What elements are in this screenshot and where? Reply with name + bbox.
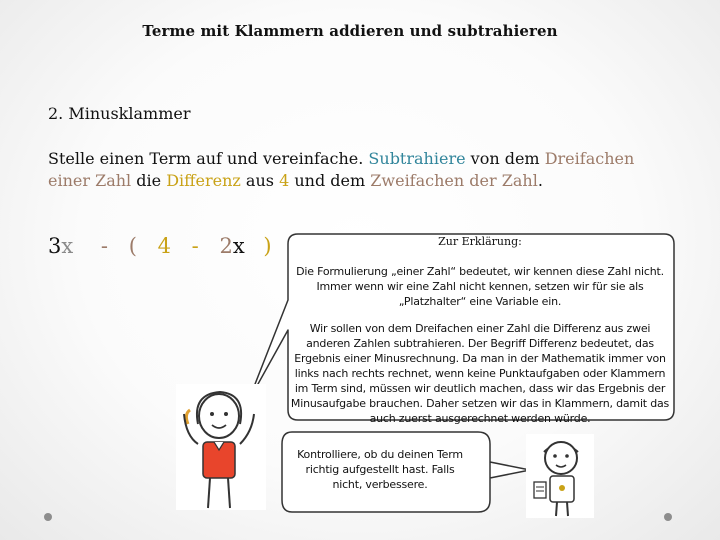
term-inner-minus: - <box>191 234 199 258</box>
task-period: . <box>537 171 543 190</box>
explanation-paragraph-1: Die Formulierung „einer Zahl“ bedeutet, wir kennen diese Zahl nicht. Immer wenn wir eine Zahl nicht kennen, setzen wir für sie als „Platzhalter“ eine Variable ein. <box>296 265 664 308</box>
corner-dot-right <box>664 513 672 521</box>
section-heading: 2. Minusklammer <box>48 104 191 123</box>
task-word-dreifachen: Dreifachen <box>544 149 635 168</box>
task-number-4: 4 <box>279 171 290 190</box>
task-word-aus: aus <box>245 171 274 190</box>
task-instruction: Stelle einen Term auf und vereinfache. <box>48 149 364 168</box>
task-word-differenz: Differenz <box>166 171 241 190</box>
term-open-paren: ( <box>128 234 137 258</box>
term-minus: - <box>100 234 109 258</box>
task-word-zweifachen: Zweifachen <box>370 171 465 190</box>
task-word-der-zahl: der Zahl <box>469 171 538 190</box>
term-coefficient-3: 3 <box>48 234 62 258</box>
page-title: Terme mit Klammern addieren und subtrahieren <box>142 22 558 40</box>
task-word-die: die <box>136 171 162 190</box>
task-word-von-dem: von dem <box>470 149 540 168</box>
corner-dot-left <box>44 513 52 521</box>
term-coefficient-2: 2 <box>219 234 233 258</box>
task-word-einer-zahl: einer Zahl <box>48 171 132 190</box>
term-close-paren: ) <box>263 234 272 258</box>
term-variable-x: x <box>61 234 74 258</box>
explanation-paragraph-2: Wir sollen von dem Dreifachen einer Zahl die Differenz aus zwei anderen Zahlen subtrahieren. Der Begriff Differenz bedeutet, das Ergebnis einer Minusrechnung. Da man in der Mathematik immer von links nach rechts rechnet, wenn keine Punktaufgaben oder Klammern im Term sind, müssen wir deutlich machen, dass wir das Ergebnis der Minusaufgabe brauchen. Daher setzen wir das in Klammern, damit das auch zuerst ausgerechnet werden würde. <box>290 322 670 425</box>
explanation-title: Zur Erklärung: <box>438 235 522 248</box>
boy-figure-icon <box>526 434 594 518</box>
girl-figure-icon <box>176 384 266 510</box>
task-word-und-dem: und dem <box>294 171 366 190</box>
term-variable-x-2: x <box>232 234 245 258</box>
hint-text: Kontrolliere, ob du deinen Term richtig aufgestellt hast. Falls nicht, verbessere. <box>297 448 463 491</box>
term-number-4: 4 <box>157 234 171 258</box>
task-word-subtrahiere: Subtrahiere <box>368 149 466 168</box>
